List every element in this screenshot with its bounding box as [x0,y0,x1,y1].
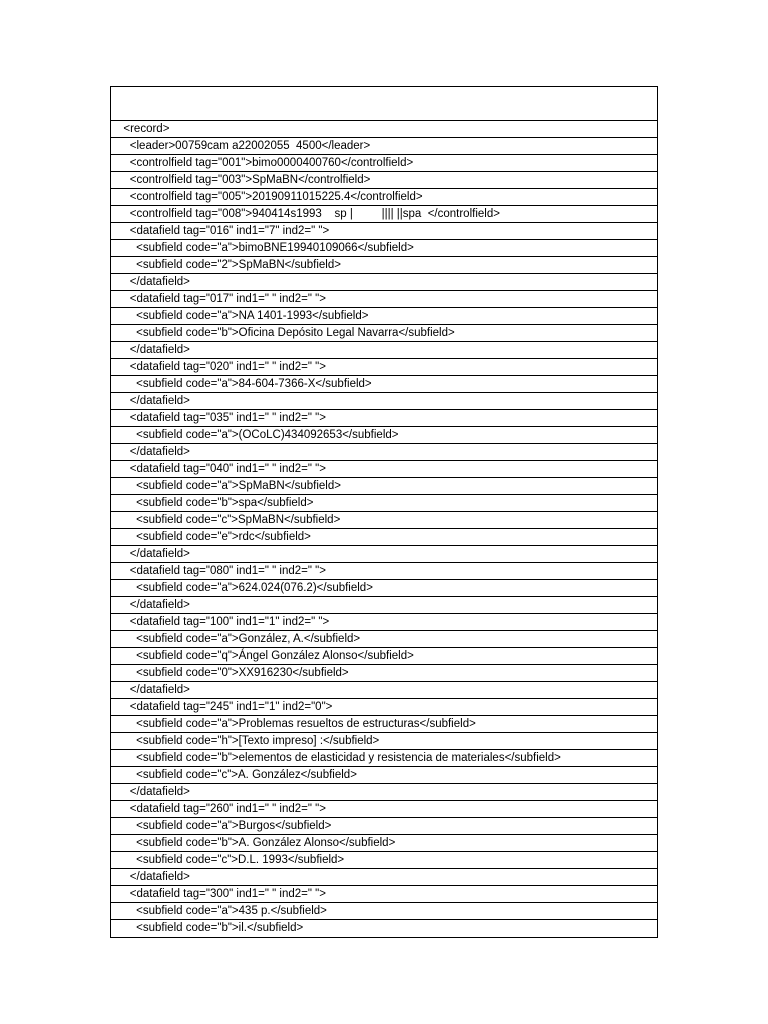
table-row: <subfield code="c">SpMaBN</subfield> [111,512,657,529]
xml-declaration-row [111,87,657,121]
table-row: <leader>00759cam a22002055 4500</leader> [111,138,657,155]
table-row: <record> [111,121,657,138]
table-row: <datafield tag="020" ind1=" " ind2=" "> [111,359,657,376]
table-row: <datafield tag="300" ind1=" " ind2=" "> [111,886,657,903]
table-row: </datafield> [111,784,657,801]
table-row: <subfield code="c">A. González</subfield> [111,767,657,784]
table-row: <subfield code="a">624.024(076.2)</subfield> [111,580,657,597]
table-row: </datafield> [111,342,657,359]
table-row: <subfield code="a">84-604-7366-X</subfield> [111,376,657,393]
table-row: <subfield code="a">Burgos</subfield> [111,818,657,835]
table-row: <subfield code="b">Oficina Depósito Legal Navarra</subfield> [111,325,657,342]
table-row: <subfield code="a">bimoBNE19940109066</subfield> [111,240,657,257]
table-row: </datafield> [111,546,657,563]
table-row: <datafield tag="017" ind1=" " ind2=" "> [111,291,657,308]
table-row: <subfield code="2">SpMaBN</subfield> [111,257,657,274]
table-row: <subfield code="0">XX916230</subfield> [111,665,657,682]
table-row: <subfield code="a">González, A.</subfield> [111,631,657,648]
table-row: <subfield code="h">[Texto impreso] :</subfield> [111,733,657,750]
table-row: <subfield code="e">rdc</subfield> [111,529,657,546]
table-row: </datafield> [111,869,657,886]
table-row: <datafield tag="080" ind1=" " ind2=" "> [111,563,657,580]
table-row: </datafield> [111,444,657,461]
table-row: <datafield tag="260" ind1=" " ind2=" "> [111,801,657,818]
table-row: </datafield> [111,274,657,291]
table-row: </datafield> [111,682,657,699]
table-row: <controlfield tag="001">bimo0000400760</controlfield> [111,155,657,172]
table-row: <subfield code="a">SpMaBN</subfield> [111,478,657,495]
table-row: <subfield code="c">D.L. 1993</subfield> [111,852,657,869]
table-row: <subfield code="q">Ángel González Alonso</subfield> [111,648,657,665]
table-row: <datafield tag="100" ind1="1" ind2=" "> [111,614,657,631]
table-row: <controlfield tag="003">SpMaBN</controlfield> [111,172,657,189]
table-row: <subfield code="a">NA 1401-1993</subfield> [111,308,657,325]
table-row: <datafield tag="035" ind1=" " ind2=" "> [111,410,657,427]
table-row: <subfield code="a">(OCoLC)434092653</subfield> [111,427,657,444]
table-row: <controlfield tag="005">20190911015225.4</controlfield> [111,189,657,206]
table-row: <subfield code="b">il.</subfield> [117,922,304,934]
table-row: <datafield tag="245" ind1="1" ind2="0"> [111,699,657,716]
table-row: <controlfield tag="008">940414s1993 sp | |||| ||spa </controlfield> [111,206,657,223]
table-row: </datafield> [111,597,657,614]
table-row: <subfield code="a">Problemas resueltos de estructuras</subfield> [111,716,657,733]
xml-record-table [110,86,658,938]
table-row: <subfield code="b">elementos de elasticidad y resistencia de materiales</subfield> [111,750,657,767]
table-row: <subfield code="b">A. González Alonso</subfield> [111,835,657,852]
table-row: <subfield code="b">spa</subfield> [111,495,657,512]
table-row: <subfield code="a">435 p.</subfield> [111,903,657,920]
table-row: <datafield tag="040" ind1=" " ind2=" "> [111,461,657,478]
table-row: </datafield> [111,393,657,410]
table-row: <datafield tag="016" ind1="7" ind2=" "> [111,223,657,240]
